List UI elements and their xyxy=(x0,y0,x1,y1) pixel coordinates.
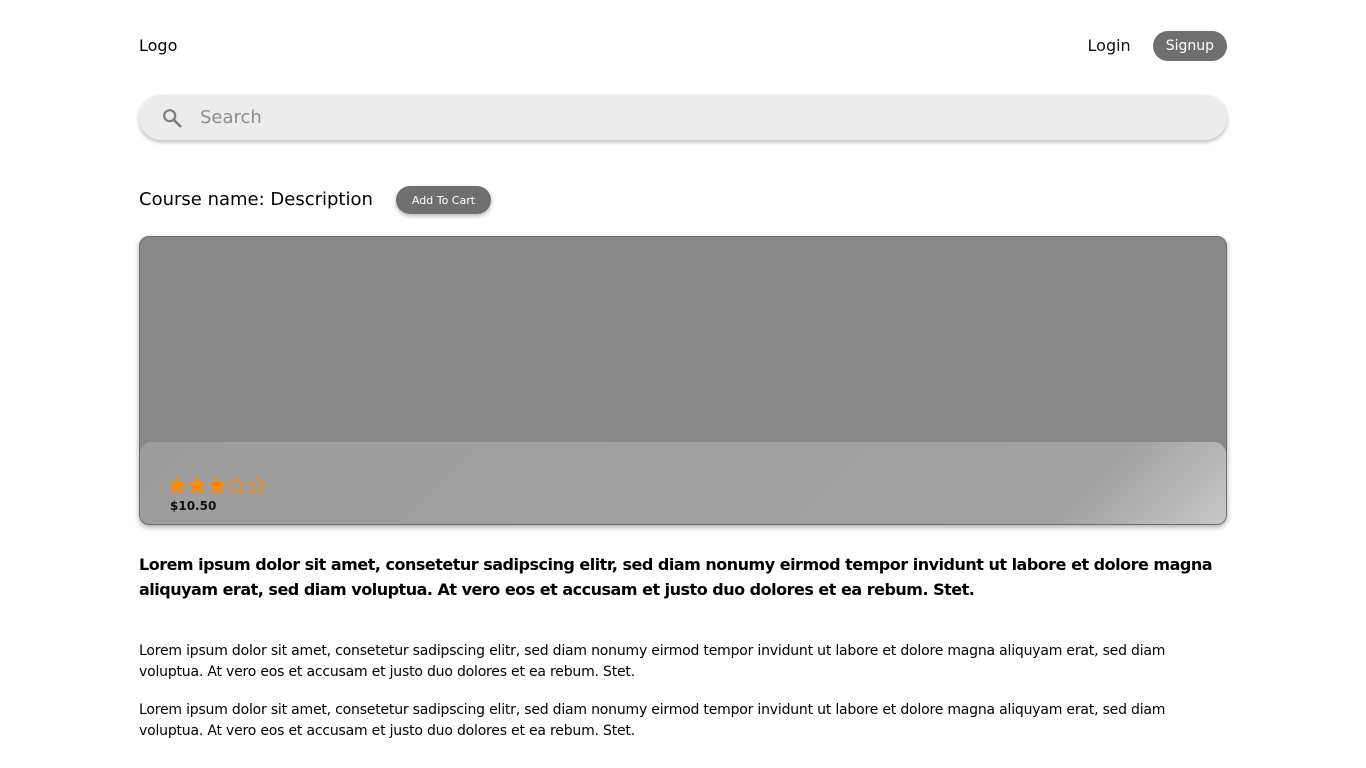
star-filled-icon xyxy=(187,475,207,495)
top-header xyxy=(139,31,1227,61)
star-empty-icon xyxy=(247,475,267,495)
course-info-overlay xyxy=(140,442,1226,524)
star-filled-icon xyxy=(207,475,227,495)
course-paragraph: Lorem ipsum dolor sit amet, consetetur sadipscing elitr, sed diam nonumy eirmod tempor invidunt ut labore et dolore magna aliquyam erat, sed diam voluptua. At vero eos et accusam et justo duo dolores et ea rebum. Stet. xyxy=(139,702,1166,739)
search-input[interactable] xyxy=(198,102,1202,134)
course-paragraph: Lorem ipsum dolor sit amet, consetetur sadipscing elitr, sed diam nonumy eirmod tempor invidunt ut labore et dolore magna aliquyam erat, sed diam voluptua. At vero eos et accusam et justo duo dolores et ea rebum. Stet. xyxy=(139,643,1166,680)
logo[interactable]: Logo xyxy=(139,36,178,55)
login-link[interactable]: Login xyxy=(1087,36,1131,55)
course-price: $10.50 xyxy=(170,499,217,513)
star-filled-icon xyxy=(167,475,187,495)
course-header xyxy=(139,186,491,214)
course-title: Course name: Description xyxy=(139,189,373,210)
search-bar[interactable] xyxy=(139,95,1227,140)
course-media[interactable] xyxy=(139,236,1227,525)
search-icon xyxy=(161,107,183,129)
auth-nav xyxy=(1088,31,1227,61)
signup-button[interactable]: Signup xyxy=(1153,31,1227,61)
rating-stars xyxy=(167,475,267,495)
star-empty-icon xyxy=(227,475,247,495)
course-lead-text: Lorem ipsum dolor sit amet, consetetur sadipscing elitr, sed diam nonumy eirmod tempor invidunt ut labore et dolore magna aliquyam erat, sed diam voluptua. At vero eos et accusam et justo duo dolores et ea rebum. Stet. xyxy=(139,555,1213,599)
add-to-cart-button[interactable]: Add To Cart xyxy=(396,186,491,214)
